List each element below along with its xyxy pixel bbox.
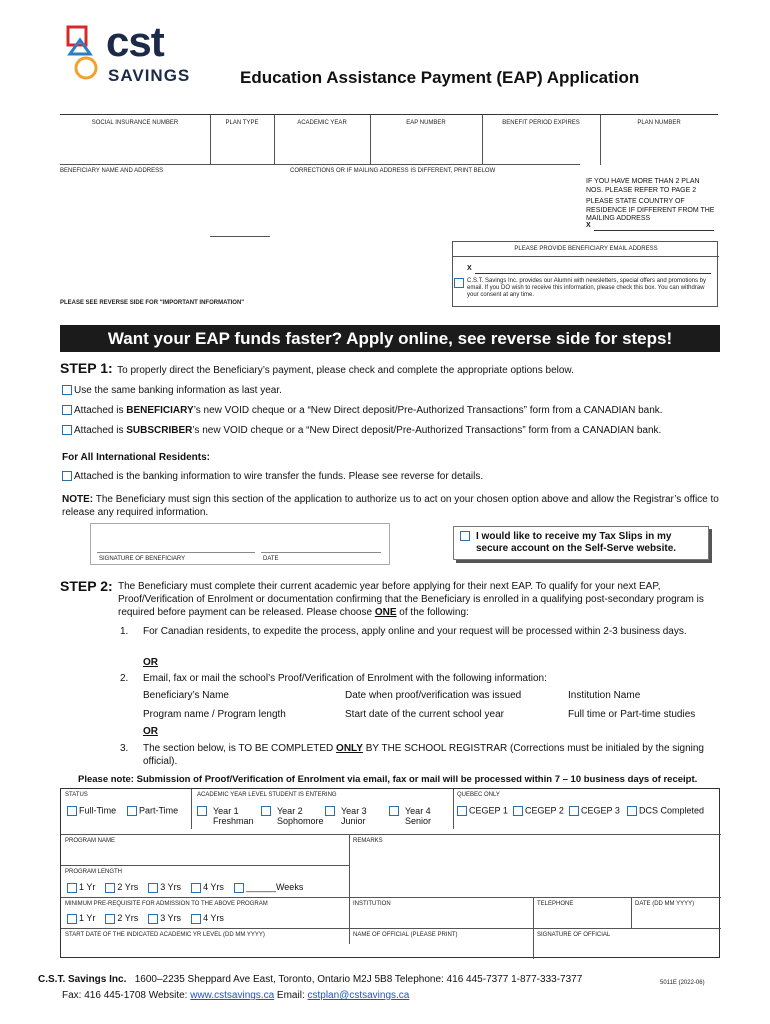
info-1-2: Date when proof/verification was issued <box>345 690 522 701</box>
quebec-label: QUEBEC ONLY <box>457 792 500 798</box>
option2-label-a: Attached is <box>74 405 127 416</box>
year2-checkbox[interactable] <box>261 806 271 816</box>
academic-level-label: ACADEMIC YEAR LEVEL STUDENT IS ENTERING <box>197 792 337 798</box>
option4-label: Attached is the banking information to wire transfer the funds. Please see reverse for details. <box>74 471 484 482</box>
option1-label: Use the same banking information as last year. <box>74 385 282 396</box>
year3-sub: Junior <box>341 816 366 826</box>
cegep1-option <box>457 806 508 816</box>
academic-year-header: ACADEMIC YEAR <box>297 120 347 126</box>
length-options <box>67 882 303 893</box>
year1-label <box>213 806 254 826</box>
note-text: The Beneficiary must sign this section of the application to authorize us to act on your chosen option above and allow the Registrar’s office to release any required information. <box>62 494 719 518</box>
or-1: OR <box>143 657 158 668</box>
year4-label <box>405 806 431 826</box>
prereq-4yr: 4 Yrs <box>203 913 224 923</box>
year3-checkbox[interactable] <box>325 806 335 816</box>
email-box <box>452 241 718 307</box>
fulltime-checkbox[interactable] <box>67 806 77 816</box>
item3-text <box>143 742 723 768</box>
plan-type-header: PLAN TYPE <box>225 120 259 126</box>
program-name-label: PROGRAM NAME <box>65 838 116 844</box>
length-weeks: ______Weeks <box>245 882 304 892</box>
cst-logo <box>62 18 202 86</box>
dcs-option <box>627 806 704 816</box>
length-4yr-checkbox[interactable] <box>191 883 201 893</box>
info-2-1: Program name / Program length <box>143 709 286 720</box>
email-field[interactable] <box>475 273 711 274</box>
step1-label: STEP 1: <box>60 360 113 376</box>
cegep1-label: CEGEP 1 <box>469 805 508 816</box>
year4-checkbox[interactable] <box>389 806 399 816</box>
step1-heading <box>60 360 574 378</box>
official-name-label: NAME OF OFFICIAL (PLEASE PRINT) <box>353 932 458 938</box>
signature-box[interactable] <box>90 523 390 565</box>
step1-option-3 <box>62 424 661 437</box>
benefit-expires-header: BENEFIT PERIOD EXPIRES <box>502 120 580 126</box>
year2-title: Year 2 <box>277 806 303 816</box>
item3-text-b: BY THE SCHOOL REGISTRAR (Corrections must be initialed by the signing official). <box>143 743 704 767</box>
logo-brand: cst <box>106 18 164 65</box>
year4-title: Year 4 <box>405 806 431 816</box>
prereq-1yr: 1 Yr <box>79 913 96 923</box>
item1-number: 1. <box>120 626 129 637</box>
logo-sub: SAVINGS <box>108 66 191 85</box>
length-3yr: 3 Yrs <box>160 882 182 892</box>
length-2yr: 2 Yrs <box>117 882 139 892</box>
option3-label-b: SUBSCRIBER <box>126 425 193 436</box>
please-note: Please note: Submission of Proof/Verification of Enrolment via email, fax or mail will be processed within 7 – 10 business days of receipt. <box>78 774 698 785</box>
prereq-2yr: 2 Yrs <box>117 913 139 923</box>
year1-title: Year 1 <box>213 806 239 816</box>
prereq-3yr: 3 Yrs <box>160 913 182 923</box>
year2-sub: Sophomore <box>277 816 324 826</box>
telephone-label: TELEPHONE <box>537 901 574 907</box>
beneficiary-label: BENEFICIARY NAME AND ADDRESS <box>60 168 164 174</box>
cegep3-option <box>569 806 620 816</box>
step2-intro-text: The Beneficiary must complete their current academic year before applying for their next EAP. To qualify for your next EAP, Proof/Verification of Enrolment or documentation confirming that the Beneficiary is enrolled in a qualifying post-secondary program is required before payment can be released. Please choose <box>118 581 704 618</box>
cegep2-label: CEGEP 2 <box>525 805 564 816</box>
year2-label <box>277 806 324 826</box>
min-prereq-label: MINIMUM PRE-REQUISITE FOR ADMISSION TO THE ABOVE PROGRAM <box>65 901 268 907</box>
cegep3-checkbox[interactable] <box>569 806 579 816</box>
parttime-checkbox[interactable] <box>127 806 137 816</box>
fulltime-label: Full-Time <box>79 805 117 816</box>
prereq-2yr-checkbox[interactable] <box>105 914 115 924</box>
top-header-row <box>60 114 718 164</box>
prereq-1yr-checkbox[interactable] <box>67 914 77 924</box>
remarks-label: REMARKS <box>353 838 383 844</box>
signature-label: SIGNATURE OF BENEFICIARY <box>99 556 186 562</box>
sin-header: SOCIAL INSURANCE NUMBER <box>91 120 179 126</box>
step1-option-4 <box>62 470 483 483</box>
dcs-label: DCS Completed <box>639 805 705 816</box>
date-format-label: DATE (DD MM YYYY) <box>635 901 695 907</box>
logo-mark-icon <box>62 24 104 82</box>
note-label: NOTE: <box>62 494 94 505</box>
option2-label-c: ’s new VOID cheque or a “New Direct deposit/Pre-Authorized Transactions” form from a CANADIAN bank. <box>193 405 663 416</box>
prereq-4yr-checkbox[interactable] <box>191 914 201 924</box>
note <box>62 493 722 519</box>
info-2-3: Full time or Part-time studies <box>568 709 696 720</box>
length-1yr-checkbox[interactable] <box>67 883 77 893</box>
official-signature-label: SIGNATURE OF OFFICIAL <box>537 932 611 938</box>
date-label: DATE <box>263 556 279 562</box>
email-label: PLEASE PROVIDE BENEFICIARY EMAIL ADDRESS <box>514 246 658 252</box>
country-field[interactable] <box>594 230 714 231</box>
institution-label: INSTITUTION <box>353 901 391 907</box>
intl-heading: For All International Residents: <box>62 452 210 463</box>
parttime-label: Part-Time <box>139 805 179 816</box>
prereq-3yr-checkbox[interactable] <box>148 914 158 924</box>
email-link[interactable]: cstplan@cstsavings.ca <box>307 990 410 1001</box>
item3-number: 3. <box>120 743 129 754</box>
or-2: OR <box>143 726 158 737</box>
prereq-options <box>67 913 224 924</box>
status-label: STATUS <box>65 792 88 798</box>
cegep2-checkbox[interactable] <box>513 806 523 816</box>
start-date-label: START DATE OF THE INDICATED ACADEMIC YR LEVEL (DD MM YYYY) <box>65 932 265 938</box>
year1-checkbox[interactable] <box>197 806 207 816</box>
length-1yr: 1 Yr <box>79 882 96 892</box>
year4-sub: Senior <box>405 816 432 826</box>
step1-text: To properly direct the Beneficiary’s payment, please check and complete the appropriate options below. <box>117 365 574 376</box>
step2-intro <box>118 580 724 619</box>
length-weeks-checkbox[interactable] <box>234 883 244 893</box>
footer-line2 <box>62 990 409 1001</box>
option3-checkbox[interactable] <box>62 425 72 435</box>
footer-email-label: Email: <box>274 990 308 1001</box>
registrar-table <box>60 788 720 958</box>
reverse-note: PLEASE SEE REVERSE SIDE FOR "IMPORTANT INFORMATION" <box>60 300 245 306</box>
form-title: Education Assistance Payment (EAP) Application <box>240 68 640 87</box>
email-x: X <box>467 265 472 272</box>
form-code: 5011E (2022-06) <box>660 980 705 986</box>
item2-text: Email, fax or mail the school’s Proof/Verification of Enrolment with the following information: <box>143 673 547 684</box>
item1-text: For Canadian residents, to expedite the process, apply online and your request will be processed within 2-3 business days. <box>143 626 687 637</box>
length-4yr: 4 Yrs <box>203 882 224 892</box>
info-1-1: Beneficiary’s Name <box>143 690 229 701</box>
consent-checkbox[interactable] <box>454 278 464 288</box>
footer-fax: Fax: 416 445-1708 Website: <box>62 990 191 1001</box>
country-x: X <box>586 222 591 229</box>
promo-banner: Want your EAP funds faster? Apply online, see reverse side for steps! <box>60 325 720 352</box>
length-3yr-checkbox[interactable] <box>148 883 158 893</box>
corrections-label: CORRECTIONS OR IF MAILING ADDRESS IS DIFFERENT, PRINT BELOW <box>290 168 496 174</box>
side-note-plans: IF YOU HAVE MORE THAN 2 PLAN NOS. PLEASE REFER TO PAGE 2 <box>586 178 700 194</box>
tax-slip-box <box>453 526 709 560</box>
consent-text: C.S.T. Savings Inc. provides our Alumni with newsletters, special offers and promotions by email. If you DO wish to receive this information, please check this box. You can withdraw your consent at any time. <box>467 278 707 298</box>
option1-checkbox[interactable] <box>62 385 72 395</box>
tax-slip-checkbox[interactable] <box>460 531 470 541</box>
option3-label-c: ’s new VOID cheque or a “New Direct deposit/Pre-Authorized Transactions” form from a CANADIAN bank. <box>192 425 662 436</box>
year3-title: Year 3 <box>341 806 367 816</box>
option4-checkbox[interactable] <box>62 471 72 481</box>
side-note-country: PLEASE STATE COUNTRY OF RESIDENCE IF DIFFERENT FROM THE MAILING ADDRESS <box>586 198 715 222</box>
tax-slip-text: I would like to receive my Tax Slips in my secure account on the Self-Serve website. <box>476 531 677 554</box>
info-1-3: Institution Name <box>568 690 641 701</box>
item2-number: 2. <box>120 673 129 684</box>
step1-option-2 <box>62 404 663 417</box>
website-link[interactable]: www.cstsavings.ca <box>190 990 275 1001</box>
step2-label: STEP 2: <box>60 578 113 594</box>
step2-one: ONE <box>374 607 397 618</box>
option2-checkbox[interactable] <box>62 405 72 415</box>
cegep2-option <box>513 806 564 816</box>
parttime-option <box>127 806 178 816</box>
step1-option-1 <box>62 384 282 397</box>
cegep3-label: CEGEP 3 <box>581 805 620 816</box>
item3-only: ONLY <box>336 743 363 754</box>
item3-text-a: The section below, is TO BE COMPLETED <box>143 743 337 754</box>
eap-number-header: EAP NUMBER <box>406 120 446 126</box>
footer-company: C.S.T. Savings Inc. <box>38 974 127 985</box>
plan-number-header: PLAN NUMBER <box>637 120 681 126</box>
length-2yr-checkbox[interactable] <box>105 883 115 893</box>
cegep1-checkbox[interactable] <box>457 806 467 816</box>
footer-address: 1600–2235 Sheppard Ave East, Toronto, Ontario M2J 5B8 Telephone: 416 445-7377 1-877-333-7377 <box>134 974 583 985</box>
footer-line1 <box>38 974 582 985</box>
info-2-2: Start date of the current school year <box>345 709 504 720</box>
fulltime-option <box>67 806 116 816</box>
program-length-label: PROGRAM LENGTH <box>65 869 123 875</box>
year1-sub: Freshman <box>213 816 254 826</box>
option2-label-b: BENEFICIARY <box>126 405 194 416</box>
dcs-checkbox[interactable] <box>627 806 637 816</box>
option3-label-a: Attached is <box>74 425 127 436</box>
step2-intro-end: of the following: <box>396 607 469 618</box>
year3-label <box>341 806 367 826</box>
